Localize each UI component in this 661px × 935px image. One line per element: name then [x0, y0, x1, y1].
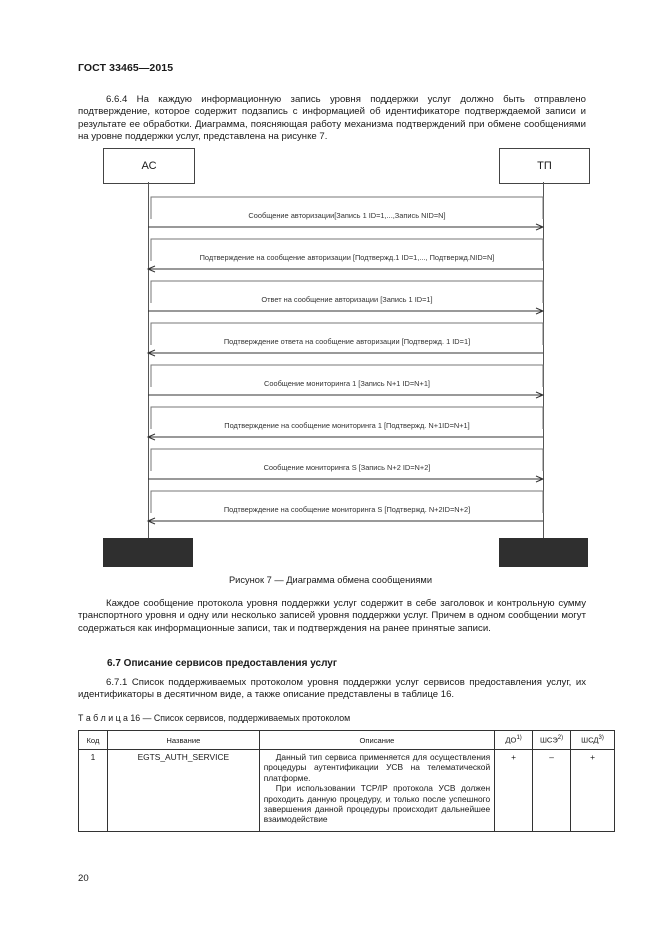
col-header-shse-text: ШСЭ	[539, 735, 558, 745]
paragraph-6-7-1	[78, 677, 586, 702]
col-header-shsd-footnote: 3)	[598, 735, 604, 742]
section-title: 6.7 Описание сервисов предоставления услуг	[107, 658, 338, 669]
cell-description	[259, 750, 494, 832]
paragraph-after-figure	[78, 598, 586, 635]
figure-caption: Рисунок 7 — Диаграмма обмена сообщениями	[228, 575, 433, 585]
col-header-do-footnote: 1)	[516, 735, 522, 742]
message-label: Ответ на сообщение авторизации [Запись 1 ID=1]	[261, 295, 433, 304]
message-label: Подтверждение на сообщение авторизации [Подтвержд.1 ID=1,..., Подтвержд.NID=N]	[199, 253, 495, 262]
page-number: 20	[78, 873, 89, 884]
col-header-shsd-text: ШСД	[581, 735, 599, 745]
table-caption: Т а б л и ц а 16 — Список сервисов, поддерживаемых протоколом	[78, 713, 351, 723]
cell-description-p1: Данный тип сервиса применяется для осуществления процедуры аутентификации УСВ на телематической платформе.	[263, 752, 491, 783]
cell-name: EGTS_AUTH_SERVICE	[107, 750, 259, 832]
document-header: ГОСТ 33465—2015	[78, 62, 174, 74]
lane-tp: ТП	[499, 148, 590, 184]
col-header-code: Код	[79, 731, 108, 750]
col-header-shse	[533, 731, 571, 750]
table-header-row	[79, 731, 615, 750]
col-header-do	[495, 731, 533, 750]
cell-code: 1	[79, 750, 108, 832]
cell-shse: –	[533, 750, 571, 832]
col-header-do-text: ДО	[505, 735, 517, 745]
message-label: Подтверждение на сообщение мониторинга S [Подтвержд. N+2ID=N+2]	[223, 505, 471, 514]
col-header-description: Описание	[259, 731, 494, 750]
lane-as: АС	[103, 148, 195, 184]
cell-description-p2: При использовании TCP/IP протокола УСВ должен проходить данную процедуру, и только после успешного завершения данной процедуры происходит дальнейшее взаимодействие	[263, 783, 491, 825]
cell-do: +	[495, 750, 533, 832]
message-label: Подтверждение на сообщение мониторинга 1 [Подтвержд. N+1ID=N+1]	[224, 421, 470, 430]
col-header-shsd	[571, 731, 615, 750]
table-row	[79, 750, 615, 832]
cell-shsd: +	[571, 750, 615, 832]
message-label: Подтверждение ответа на сообщение авторизации [Подтвержд. 1 ID=1]	[223, 337, 471, 346]
paragraph-after-figure-text: Каждое сообщение протокола уровня поддержки услуг содержит в себе заголовок и контрольную сумму транспортного уровня и одну или несколько записей уровня поддержки услуг. Причем в одном сообщении могут содержаться как информационные записи, так и подтверждения на ранее принятые записи.	[78, 598, 586, 634]
paragraph-6-7-1-text: 6.7.1 Список поддерживаемых протоколом уровня поддержки услуг сервисов предоставления услуг, их идентификаторы в десятичном виде, а также описание представлены в таблице 16.	[78, 677, 586, 701]
col-header-name: Название	[107, 731, 259, 750]
paragraph-6-6-4-text: 6.6.4 На каждую информационную запись уровня поддержки услуг должно быть отправлено подтверждение, которое содержит подзапись с информацией об идентификаторе подтверждаемой записи и результате ее обработки. Диаграмма, поясняющая работу механизма подтверждений при обмене сообщениями на уровне поддержки услуг, представлена на рисунке 7.	[78, 94, 586, 143]
col-header-shse-footnote: 2)	[557, 735, 564, 742]
services-table	[78, 730, 615, 832]
message-label: Сообщение мониторинга 1 [Запись N+1 ID=N+1]	[264, 379, 430, 388]
message-label: Сообщение мониторинга S [Запись N+2 ID=N+2]	[263, 463, 431, 472]
message-label: Сообщение авторизации[Запись 1 ID=1,...,Запись NID=N]	[248, 211, 446, 220]
